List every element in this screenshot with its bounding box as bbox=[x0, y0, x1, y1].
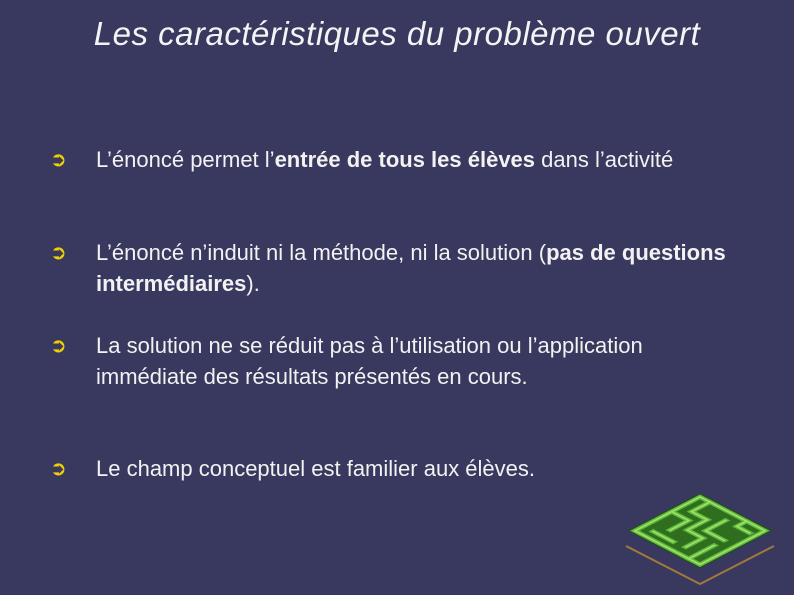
bullet-text bbox=[96, 144, 726, 175]
curved-arrow-right-icon: ➲ bbox=[50, 147, 67, 171]
bullet-text bbox=[96, 453, 726, 484]
hedge-maze-icon bbox=[620, 488, 780, 586]
curved-arrow-right-icon: ➲ bbox=[50, 333, 67, 357]
bullet-text-part: L’énoncé n’induit ni la méthode, ni la solution ( bbox=[96, 240, 547, 265]
bullet-text-part: dans l’activité bbox=[535, 147, 674, 172]
bullet-text-bold: entrée de tous les élèves bbox=[274, 147, 536, 172]
bullet-text bbox=[96, 237, 726, 299]
bullet-text-bold: pas de questions intermédiaires bbox=[96, 240, 726, 296]
bullet-text-part: Le champ conceptuel est familier aux élèves. bbox=[96, 456, 536, 481]
bullet-text-part: La solution ne se réduit pas à l’utilisation ou l’application immédiate des résultats présentés en cours. bbox=[96, 333, 643, 389]
curved-arrow-right-icon: ➲ bbox=[50, 240, 67, 264]
curved-arrow-right-icon: ➲ bbox=[50, 456, 67, 480]
bullet-text bbox=[96, 330, 726, 392]
slide-title: Les caractéristiques du problème ouvert bbox=[93, 15, 701, 52]
bullet-text-part: ). bbox=[246, 271, 260, 296]
bullet-text-part: L’énoncé permet l’ bbox=[96, 147, 275, 172]
